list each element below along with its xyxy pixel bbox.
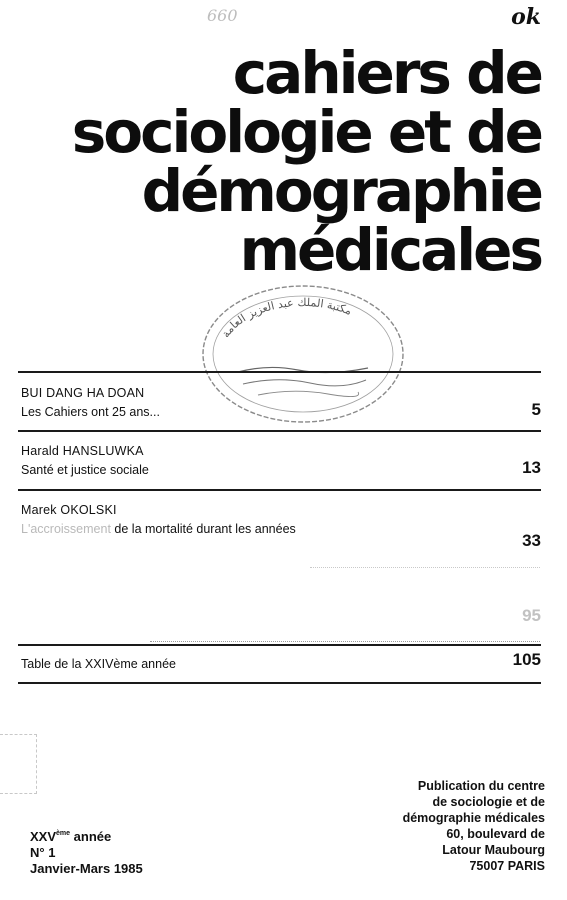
page-number-4: 95 <box>522 606 541 625</box>
rule-5 <box>18 682 541 684</box>
rule-1 <box>18 371 541 373</box>
title-line-3: démographie <box>141 157 541 225</box>
publisher-block <box>403 778 545 874</box>
page-number-2: 13 <box>522 458 541 477</box>
publisher-line-5: Latour Maubourg <box>442 843 545 857</box>
issue-volume-number: XXV <box>30 829 57 844</box>
issue-block <box>30 826 143 877</box>
publisher-line-6: 75007 PARIS <box>469 859 545 873</box>
stamp-text: مكتبة الملك عبد العزيز العامة <box>218 295 354 341</box>
article-2: Santé et justice sociale <box>21 463 149 477</box>
title-line-4: médicales <box>239 216 541 284</box>
article-3 <box>21 522 296 536</box>
publisher-line-2: de sociologie et de <box>432 795 545 809</box>
issue-volume-suffix: année <box>70 829 112 844</box>
author-1: BUI DANG HA DOAN <box>21 386 145 400</box>
issue-volume <box>30 826 143 845</box>
publisher-line-1: Publication du centre <box>417 779 545 793</box>
title-line-1: cahiers de <box>232 39 541 107</box>
handwritten-ok: ok <box>511 4 541 30</box>
publisher-line-3: démographie médicales <box>402 811 545 825</box>
page-number-5: 105 <box>512 650 541 669</box>
article-5: Table de la XXIVème année <box>21 657 176 671</box>
author-2: Harald HANSLUWKA <box>21 444 144 458</box>
issue-number: N° 1 <box>30 845 56 860</box>
title-line-2: sociologie et de <box>71 98 541 166</box>
page-number-3: 33 <box>522 531 541 550</box>
article-3-rest: de la mortalité durant les années <box>110 522 296 536</box>
faint-side-box <box>0 734 37 794</box>
handwritten-number: 660 <box>207 6 238 25</box>
author-3: Marek OKOLSKI <box>21 503 117 517</box>
issue-volume-sup: ème <box>56 830 71 837</box>
article-3-faded-start: L'accroissement <box>21 522 111 536</box>
issue-date: Janvier-Mars 1985 <box>30 861 143 876</box>
library-stamp <box>198 280 408 428</box>
faded-rule <box>150 641 540 643</box>
page-number-1: 5 <box>531 400 541 419</box>
publisher-line-4: 60, boulevard de <box>446 827 545 841</box>
rule-4 <box>18 644 541 646</box>
rule-2 <box>18 430 541 432</box>
faded-dotted-line <box>310 567 540 569</box>
article-1: Les Cahiers ont 25 ans... <box>21 405 160 419</box>
rule-3 <box>18 489 541 491</box>
